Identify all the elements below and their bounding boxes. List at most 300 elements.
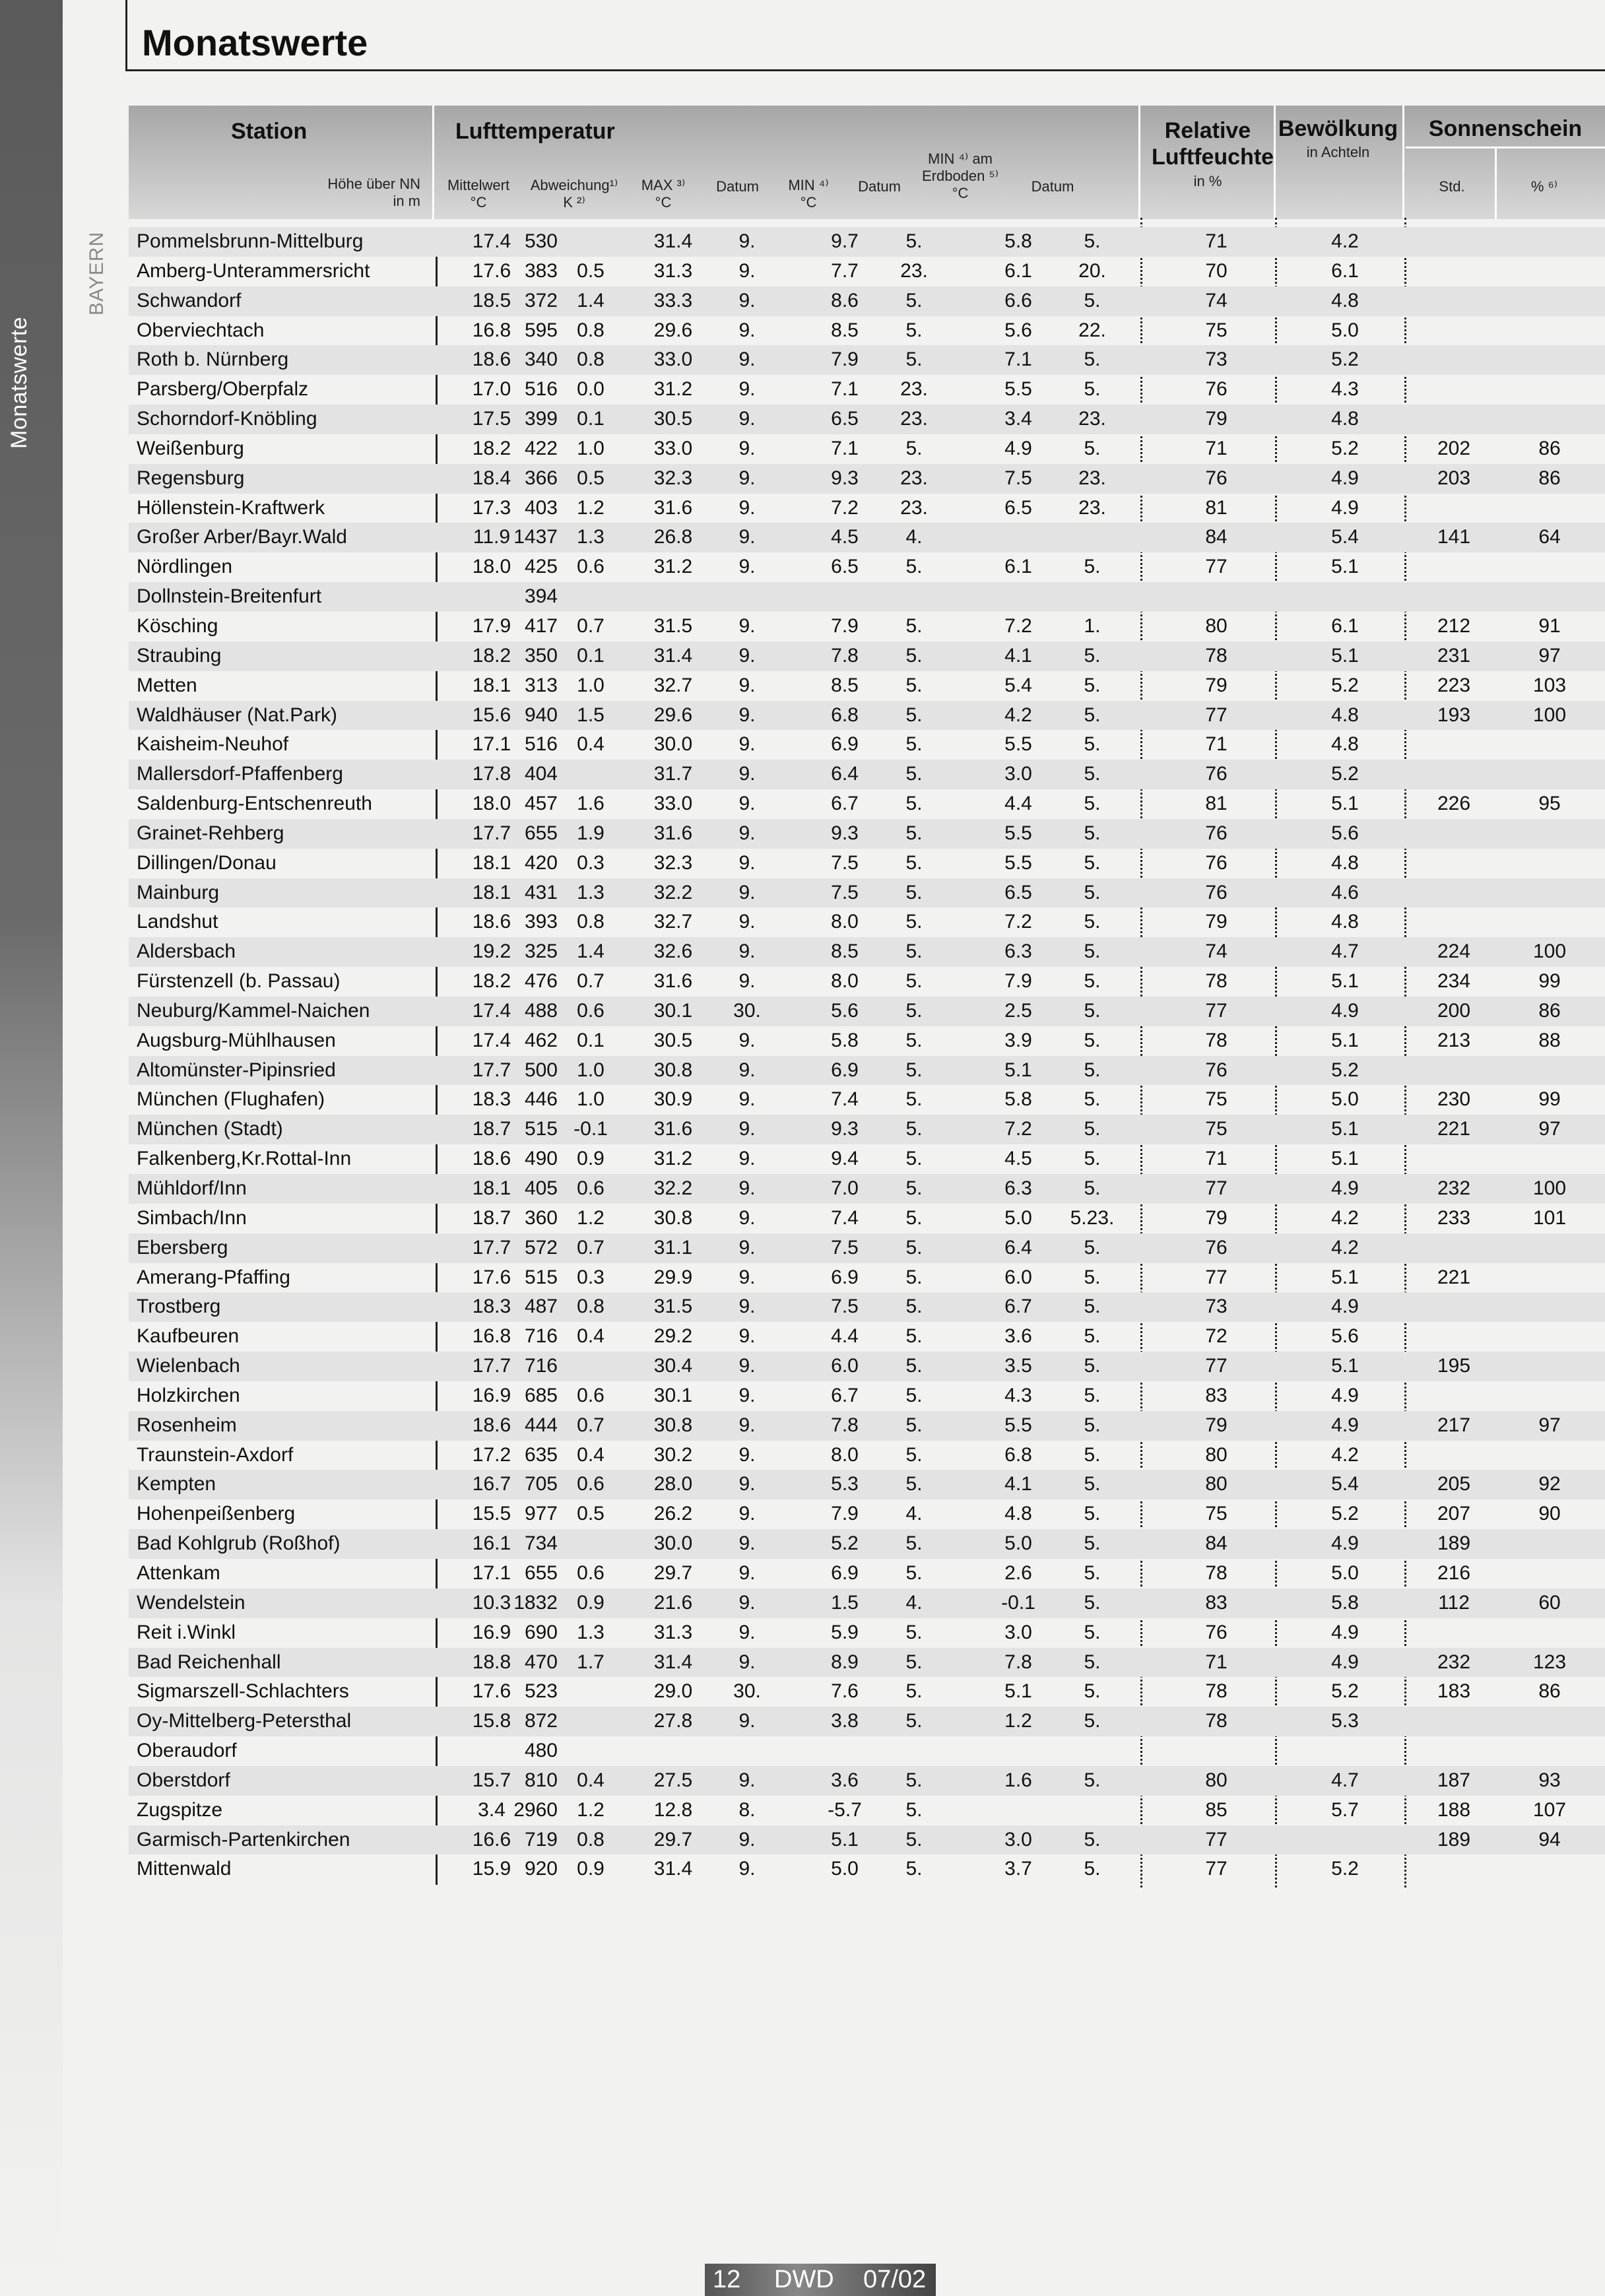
cell-dmin: 5. <box>905 1266 923 1288</box>
cell-dmin: 5. <box>905 1206 923 1229</box>
table-row <box>129 316 1605 346</box>
cell-dmin: 5. <box>905 1561 923 1584</box>
cell-min: 6.9 <box>831 1266 859 1288</box>
cell-dminerd: 5. <box>1084 1355 1101 1377</box>
cell-bew: 4.8 <box>1331 911 1359 933</box>
header-abweichung-line1: Abweichung¹⁾ <box>530 177 618 193</box>
header-min-line2: °C <box>800 194 817 211</box>
cell-rel: 79 <box>1205 408 1228 430</box>
cell-rel: 75 <box>1205 1503 1228 1525</box>
table-row <box>129 552 1605 582</box>
cell-min: 7.7 <box>831 259 859 282</box>
table-row <box>129 701 1605 731</box>
cell-bew: 5.1 <box>1331 1266 1359 1288</box>
cell-dminerd: 5. <box>1084 556 1101 578</box>
cell-min: 6.7 <box>831 1384 859 1406</box>
cell-min: 7.4 <box>831 1206 859 1229</box>
cell-std: 183 <box>1437 1680 1471 1703</box>
cell-dmax: 9. <box>738 1236 756 1259</box>
cell-dmax: 9. <box>738 1148 756 1170</box>
cell-rel: 77 <box>1205 999 1228 1022</box>
header-rel-line2: Luftfeuchte <box>1152 145 1274 170</box>
header-max-line2: °C <box>655 194 672 211</box>
station-name: Großer Arber/Bayr.Wald <box>137 526 347 548</box>
cell-pct <box>1510 760 1589 789</box>
cell-bew: 5.3 <box>1331 1710 1359 1732</box>
cell-dminerd: 5. <box>1084 1266 1101 1288</box>
cell-dev <box>551 582 630 612</box>
cell-bew: 4.9 <box>1331 496 1359 519</box>
cell-dmin: 5. <box>905 1029 923 1051</box>
cell-min: 9.7 <box>831 230 859 252</box>
cell-mean: 18.2 <box>472 437 511 459</box>
cell-bew: 4.9 <box>1331 1651 1359 1673</box>
cell-max: 32.7 <box>653 674 693 696</box>
cell-std <box>1414 582 1493 612</box>
station-elevation: 480 <box>524 1740 558 1762</box>
cell-max: 31.3 <box>653 259 693 282</box>
station-elevation: 403 <box>524 496 558 519</box>
data-table <box>129 227 1605 1884</box>
cell-bew: 5.8 <box>1331 1591 1359 1614</box>
cell-mean: 18.8 <box>472 1651 511 1673</box>
cell-pct: 86 <box>1538 437 1561 459</box>
cell-bew: 4.9 <box>1331 467 1359 489</box>
cell-pct <box>1510 345 1589 375</box>
cell-dev <box>551 1677 630 1707</box>
cell-max: 26.2 <box>653 1503 693 1525</box>
cell-min: 6.0 <box>831 1355 859 1377</box>
cell-dev: 1.3 <box>577 881 605 903</box>
station-name: Hohenpeißenberg <box>137 1503 296 1525</box>
cell-rel: 77 <box>1205 1355 1228 1377</box>
station-name: Rosenheim <box>137 1414 237 1436</box>
cell-dminerd: 23. <box>1078 408 1106 430</box>
station-elevation: 340 <box>524 348 558 371</box>
cell-pct: 64 <box>1538 526 1561 548</box>
cell-rel: 84 <box>1205 1532 1228 1555</box>
cell-dmax: 8. <box>738 1798 756 1821</box>
cell-min: 6.4 <box>831 763 859 785</box>
cell-dmin: 5. <box>905 1532 923 1555</box>
table-row <box>129 671 1605 701</box>
cell-mean: 16.1 <box>472 1532 511 1555</box>
cell-dmin: 23. <box>900 408 928 430</box>
cell-minerd: 2.6 <box>1004 1561 1032 1584</box>
cell-minerd: 7.5 <box>1004 467 1032 489</box>
cell-rel: 77 <box>1205 1177 1228 1199</box>
station-elevation: 705 <box>524 1473 558 1495</box>
cell-std: 189 <box>1437 1828 1471 1851</box>
cell-dmax: 30. <box>733 999 761 1022</box>
cell-dminerd: 5. <box>1084 1532 1101 1555</box>
table-row <box>129 494 1605 523</box>
cell-dmax: 9. <box>738 1651 756 1673</box>
cell-max: 29.6 <box>653 704 693 726</box>
header-abweichung <box>528 177 620 211</box>
cell-min: 5.2 <box>831 1532 859 1555</box>
cell-dev: 0.4 <box>577 1325 605 1348</box>
cell-dminerd: 5. <box>1084 1177 1101 1199</box>
cell-rel: 79 <box>1205 674 1228 696</box>
cell-rel: 70 <box>1205 259 1228 282</box>
cell-std: 203 <box>1437 467 1471 489</box>
cell-dmax: 9. <box>738 1503 756 1525</box>
cell-std <box>1414 494 1493 523</box>
cell-bew: 4.9 <box>1331 1414 1359 1436</box>
cell-rel: 71 <box>1205 437 1228 459</box>
cell-dmin: 5. <box>905 1680 923 1703</box>
cell-bew: 5.2 <box>1331 674 1359 696</box>
cell-std: 232 <box>1437 1651 1471 1673</box>
cell-mean: 17.1 <box>472 1561 511 1584</box>
cell-minerd: 4.3 <box>1004 1384 1032 1406</box>
cell-min: 9.3 <box>831 822 859 844</box>
cell-rel: 75 <box>1205 1088 1228 1111</box>
cell-pct: 88 <box>1538 1029 1561 1051</box>
cell-min <box>805 1736 884 1766</box>
cell-dev: 0.4 <box>577 1769 605 1791</box>
cell-minerd: 7.2 <box>1004 911 1032 933</box>
cell-dminerd: 5. <box>1084 851 1101 874</box>
cell-bew: 4.7 <box>1331 940 1359 963</box>
cell-std: 193 <box>1437 704 1471 726</box>
cell-dmax: 9. <box>738 437 756 459</box>
cell-std <box>1414 375 1493 405</box>
cell-bew: 5.0 <box>1331 319 1359 341</box>
station-name: Sigmarszell-Schlachters <box>137 1680 349 1703</box>
cell-dev: 0.4 <box>577 733 605 756</box>
cell-dev <box>551 227 630 257</box>
station-name: Mainburg <box>137 881 220 903</box>
cell-dmax: 9. <box>738 822 756 844</box>
cell-dev: 0.6 <box>577 556 605 578</box>
cell-mean: 17.4 <box>472 1029 511 1051</box>
cell-minerd: 6.0 <box>1004 1266 1032 1288</box>
cell-dmin: 5. <box>905 1355 923 1377</box>
cell-max: 30.1 <box>653 1384 693 1406</box>
station-elevation: 977 <box>524 1503 558 1525</box>
header-rel-unit: in % <box>1193 173 1222 189</box>
station-name: Oy-Mittelberg-Petersthal <box>137 1710 352 1732</box>
station-name: München (Stadt) <box>137 1118 283 1140</box>
cell-minerd <box>979 523 1058 552</box>
cell-dev: 0.5 <box>577 259 605 282</box>
cell-dmax: 9. <box>738 644 756 667</box>
header-elevation-line1: Höhe über NN <box>327 176 420 192</box>
cell-pct: 100 <box>1532 940 1567 963</box>
cell-bew: 4.8 <box>1331 704 1359 726</box>
cell-bew: 5.7 <box>1331 1798 1359 1821</box>
cell-dmin: 23. <box>900 259 928 282</box>
cell-bew: 4.8 <box>1331 408 1359 430</box>
cell-dmax: 9. <box>738 1769 756 1791</box>
station-elevation: 719 <box>524 1828 558 1851</box>
cell-std <box>1414 907 1493 937</box>
table-row <box>129 1056 1605 1086</box>
cell-minerd: 3.6 <box>1004 1325 1032 1348</box>
cell-pct: 91 <box>1538 614 1561 637</box>
cell-std: 223 <box>1437 674 1471 696</box>
cell-max: 31.1 <box>653 1236 693 1259</box>
cell-min: 8.5 <box>831 940 859 963</box>
cell-dmax: 9. <box>738 348 756 371</box>
cell-pct <box>1510 1854 1589 1884</box>
cell-std <box>1414 1707 1493 1736</box>
cell-std: 207 <box>1437 1503 1471 1525</box>
cell-dmax: 9. <box>738 1118 756 1140</box>
station-name: Weißenburg <box>137 437 244 459</box>
station-name: Dollnstein-Breitenfurt <box>137 585 322 608</box>
cell-pct <box>1510 552 1589 582</box>
header-max <box>630 177 696 211</box>
station-name: Landshut <box>137 911 218 933</box>
station-name: Garmisch-Partenkirchen <box>137 1828 350 1851</box>
cell-minerd: 5.4 <box>1004 674 1032 696</box>
station-name: Grainet-Rehberg <box>137 822 284 844</box>
cell-max: 29.7 <box>653 1561 693 1584</box>
cell-pct: 97 <box>1538 1118 1561 1140</box>
cell-pct <box>1510 1736 1589 1766</box>
cell-mean: 10.3 <box>472 1591 511 1614</box>
station-elevation: 490 <box>524 1148 558 1170</box>
cell-dmax: 9. <box>738 851 756 874</box>
station-elevation: 655 <box>524 822 558 844</box>
cell-dmax: 9. <box>738 1296 756 1318</box>
cell-dev <box>551 1529 630 1559</box>
cell-min: -5.7 <box>828 1798 862 1821</box>
cell-pct: 99 <box>1538 1088 1561 1111</box>
cell-pct: 123 <box>1532 1651 1567 1673</box>
cell-bew: 4.9 <box>1331 999 1359 1022</box>
station-name: Kaufbeuren <box>137 1325 240 1348</box>
cell-dminerd: 5. <box>1084 437 1101 459</box>
station-name: Parsberg/Oberpfalz <box>137 378 309 401</box>
cell-minerd: 1.2 <box>1004 1710 1032 1732</box>
station-elevation: 462 <box>524 1029 558 1051</box>
cell-max: 21.6 <box>653 1591 693 1614</box>
cell-dmax: 9. <box>738 1088 756 1111</box>
station-elevation: 516 <box>524 378 558 401</box>
cell-dminerd: 5. <box>1084 1296 1101 1318</box>
cell-dmax: 9. <box>738 496 756 519</box>
cell-pct: 100 <box>1532 1177 1567 1199</box>
station-name: Schwandorf <box>137 289 242 312</box>
cell-dmax: 9. <box>738 1029 756 1051</box>
cell-pct: 94 <box>1538 1828 1561 1851</box>
cell-bew: 4.8 <box>1331 289 1359 312</box>
cell-minerd: 6.1 <box>1004 259 1032 282</box>
cell-std <box>1414 1056 1493 1086</box>
cell-dmin: 5. <box>905 1798 923 1821</box>
cell-minerd: 4.5 <box>1004 1148 1032 1170</box>
cell-pct <box>1510 1441 1589 1470</box>
cell-dmin: 5. <box>905 614 923 637</box>
station-name: Amberg-Unterammersricht <box>137 259 370 282</box>
cell-min: 3.6 <box>831 1769 859 1791</box>
cell-dev: 1.2 <box>577 1798 605 1821</box>
cell-minerd <box>979 582 1058 612</box>
cell-dmax: 9. <box>738 556 756 578</box>
cell-max: 27.5 <box>653 1769 693 1791</box>
cell-bew: 5.2 <box>1331 763 1359 785</box>
cell-dmax: 9. <box>738 763 756 785</box>
header-divider <box>1274 106 1276 219</box>
cell-dmax: 9. <box>738 408 756 430</box>
station-elevation: 360 <box>524 1206 558 1229</box>
cell-pct <box>1510 1618 1589 1648</box>
cell-rel: 71 <box>1205 1651 1228 1673</box>
cell-pct <box>1510 316 1589 346</box>
cell-mean: 15.7 <box>472 1769 511 1791</box>
cell-dminerd: 5. <box>1084 1710 1101 1732</box>
station-elevation: 635 <box>524 1443 558 1466</box>
cell-dev: 0.8 <box>577 348 605 371</box>
cell-dmax: 9. <box>738 526 756 548</box>
cell-dminerd: 5. <box>1084 1769 1101 1791</box>
cell-minerd: 6.5 <box>1004 496 1032 519</box>
cell-dmax: 9. <box>738 1443 756 1466</box>
cell-minerd: 3.5 <box>1004 1355 1032 1377</box>
cell-dmax: 9. <box>738 378 756 401</box>
table-row <box>129 1766 1605 1796</box>
cell-minerd: 3.0 <box>1004 1828 1032 1851</box>
cell-bew: 6.1 <box>1331 614 1359 637</box>
cell-dmax: 9. <box>738 1710 756 1732</box>
cell-std <box>1414 345 1493 375</box>
cell-dmax: 9. <box>738 1561 756 1584</box>
table-row <box>129 1677 1605 1707</box>
cell-bew: 5.1 <box>1331 556 1359 578</box>
header-minerd-line1: MIN ⁴⁾ am <box>928 150 993 167</box>
cell-std <box>1414 405 1493 434</box>
cell-minerd: 6.1 <box>1004 556 1032 578</box>
cell-dminerd: 5. <box>1084 1621 1101 1643</box>
cell-dminerd: 20. <box>1078 259 1106 282</box>
cell-max: 26.8 <box>653 526 693 548</box>
cell-dev: 0.3 <box>577 1266 605 1288</box>
cell-dmin: 5. <box>905 1769 923 1791</box>
cell-pct <box>1510 257 1589 286</box>
station-name: Pommelsbrunn-Mittelburg <box>137 230 364 252</box>
cell-dev: 0.1 <box>577 408 605 430</box>
cell-mean: 11.9 <box>473 526 511 548</box>
cell-minerd: 3.4 <box>1004 408 1032 430</box>
cell-dev: 1.4 <box>577 940 605 963</box>
cell-dev: 0.8 <box>577 1828 605 1851</box>
cell-minerd: 7.2 <box>1004 1118 1032 1140</box>
station-name: Fürstenzell (b. Passau) <box>137 970 341 993</box>
cell-min: 6.8 <box>831 704 859 726</box>
cell-bew: 4.9 <box>1331 1532 1359 1555</box>
cell-max: 32.2 <box>653 1177 693 1199</box>
cell-std <box>1414 760 1493 789</box>
cell-mean: 18.5 <box>472 289 511 312</box>
cell-mean: 17.5 <box>472 408 511 430</box>
header-mittelwert-line2: °C <box>470 194 487 211</box>
cell-rel: 78 <box>1205 1680 1228 1703</box>
cell-dev: 0.5 <box>577 467 605 489</box>
cell-std: 200 <box>1437 999 1471 1022</box>
cell-dev: 1.9 <box>577 822 605 844</box>
cell-std <box>1414 227 1493 257</box>
cell-dmax: 9. <box>738 1266 756 1288</box>
cell-std <box>1414 1292 1493 1322</box>
cell-dmax: 9. <box>738 704 756 726</box>
station-elevation: 530 <box>524 230 558 252</box>
station-name: Kaisheim-Neuhof <box>137 733 289 756</box>
cell-dev: 1.0 <box>577 437 605 459</box>
cell-dmin: 5. <box>905 1177 923 1199</box>
station-name: Bad Reichenhall <box>137 1651 281 1673</box>
cell-dmax: 9. <box>738 319 756 341</box>
cell-bew: 5.1 <box>1331 970 1359 993</box>
cell-mean: 18.4 <box>472 467 511 489</box>
station-elevation: 366 <box>524 467 558 489</box>
cell-dmin: 5. <box>905 644 923 667</box>
station-elevation: 422 <box>524 437 558 459</box>
cell-rel: 76 <box>1205 1621 1228 1643</box>
cell-minerd: 5.0 <box>1004 1532 1032 1555</box>
table-header <box>129 106 1605 219</box>
station-name: Neuburg/Kammel-Naichen <box>137 999 370 1022</box>
cell-dmin: 5. <box>905 319 923 341</box>
cell-bew: 5.4 <box>1331 1473 1359 1495</box>
cell-min: 7.1 <box>831 378 859 401</box>
station-elevation: 372 <box>524 289 558 312</box>
cell-pct: 86 <box>1538 999 1561 1022</box>
cell-max: 30.9 <box>653 1088 693 1111</box>
table-row <box>129 612 1605 641</box>
cell-bew: 5.2 <box>1331 1059 1359 1081</box>
header-bew-unit: in Achteln <box>1306 144 1370 160</box>
cell-dminerd: 5. <box>1084 1088 1101 1111</box>
table-row <box>129 1322 1605 1352</box>
station-name: Altomünster-Pipinsried <box>137 1059 336 1081</box>
cell-pct: 92 <box>1538 1473 1561 1495</box>
cell-mean: 17.0 <box>472 378 511 401</box>
cell-dmin <box>874 582 954 612</box>
cell-dev: 0.4 <box>577 1443 605 1466</box>
cell-bew: 4.8 <box>1331 733 1359 756</box>
cell-dmin: 5. <box>905 556 923 578</box>
cell-dev: 1.2 <box>577 1206 605 1229</box>
cell-mean: 18.1 <box>472 851 511 874</box>
cell-mean: 15.6 <box>472 704 511 726</box>
cell-dev: 0.6 <box>577 1177 605 1199</box>
station-elevation: 487 <box>524 1296 558 1318</box>
cell-mean: 17.7 <box>472 1059 511 1081</box>
station-name: Holzkirchen <box>137 1384 240 1406</box>
table-row <box>129 1648 1605 1678</box>
cell-dev: 0.7 <box>577 1236 605 1259</box>
cell-rel: 77 <box>1205 704 1228 726</box>
cell-minerd: 6.7 <box>1004 1296 1032 1318</box>
cell-std <box>1414 257 1493 286</box>
station-elevation: 431 <box>524 881 558 903</box>
cell-min: 7.5 <box>831 1296 859 1318</box>
station-elevation: 350 <box>524 644 558 667</box>
cell-max: 29.6 <box>653 319 693 341</box>
cell-dminerd: 5. <box>1084 733 1101 756</box>
cell-pct <box>1510 1144 1589 1174</box>
cell-mean: 17.7 <box>472 1355 511 1377</box>
cell-dev: 0.9 <box>577 1591 605 1614</box>
cell-mean: 18.6 <box>472 911 511 933</box>
cell-max: 30.8 <box>653 1206 693 1229</box>
cell-minerd: 6.8 <box>1004 1443 1032 1466</box>
station-elevation: 516 <box>524 733 558 756</box>
